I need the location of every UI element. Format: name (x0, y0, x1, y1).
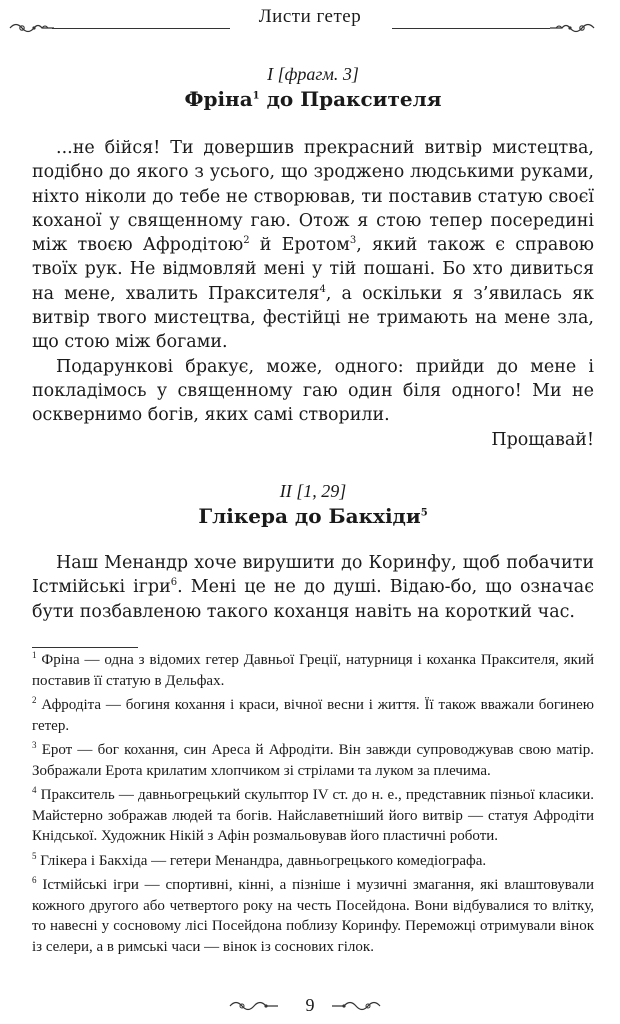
footnote-number: 5 (32, 850, 37, 861)
footnote-number: 6 (32, 875, 37, 885)
letter-1-title (32, 86, 594, 112)
letter-2-title-name: Глікера до Бакхіди (198, 504, 421, 528)
text-run: й Еротом (249, 235, 350, 256)
footnote-text: Фріна — одна з відомих гетер Давньої Греції, натурниця і коханка Праксителя, який поставив її статую в Дельфах. (32, 652, 594, 689)
running-header (0, 6, 620, 46)
header-rule-left (52, 28, 230, 29)
text-run: Наш Менандр хоче вирушити до Коринфу, щоб побачити Істмійські ігри (32, 553, 594, 598)
footnote-text: Афродіта — богиня кохання і краси, вічної весни і життя. Її також вважали богинею гетер. (32, 697, 594, 734)
header-title: Листи гетер (258, 6, 362, 27)
letter-1 (32, 62, 594, 112)
footnote-text: Істмійські ігри — спортивні, кінні, а пізніше і музичні змагання, які влаштовували кожного другого або четвертого року на честь Посейдона. Вони відбувалися то влітку, то навесні у сосновому лісі Посейдона поблизу Коринфу. Переможці отримували вінок із селери, а в римські часи — вінок із соснових гілок. (32, 877, 594, 955)
letter-1-title-name: Фріна (184, 87, 253, 111)
footnote-ref-6: 6 (170, 577, 178, 589)
page-number: 9 (305, 995, 315, 1015)
letter-2-body (32, 551, 594, 624)
footnote-4 (32, 785, 594, 847)
letter-2-title (32, 503, 594, 529)
text-run: ...не бійся! Ти довершив прекрасний витвір мистецтва, подібно до якого з усього, що зроджено людськими руками, ніхто ніколи до тебе не створював, ти поставив статую своєї коханої у священному гаю. Отож я стою тепер посередині між твоєю Афродітою (32, 138, 594, 256)
footnote-ref-2: 2 (243, 235, 250, 247)
text-run: , а оскільки я з’явилась як витвір твого мистецтва, фестійці не тримають на мене зла, що стою між богами. (32, 283, 594, 353)
footnote-3 (32, 740, 594, 781)
footnote-ref-1: 1 (252, 90, 260, 102)
footnote-text: Пракситель — давньогрецький скульптор IV ст. до н. е., представник пізньої класики. Майстерно зображав людей та богів. Найславетніший його витвір — статуя Афродіти Кнідської. Художник Нікій з Афін розмальовував його пластичні роботи. (32, 787, 594, 844)
footnote-ref-4: 4 (319, 283, 326, 295)
text-run: , який також є справою твоїх рук. Не відмовляй мені у тій пошані. Бо хто дивиться на мене, хвалить Праксителя (32, 235, 594, 304)
footnote-5 (32, 851, 594, 872)
footnote-number: 4 (32, 785, 37, 795)
letter-1-reference: I [фрагм. 3] (267, 64, 359, 84)
letter-1-farewell: Прощавай! (491, 429, 594, 450)
footnote-ref-3: 3 (349, 235, 357, 247)
footnotes (32, 650, 594, 961)
footnote-text: Глікера і Бакхіда — гетери Менандра, давньогрецького комедіографа. (36, 852, 487, 869)
footnote-1 (32, 650, 594, 691)
letter-1-title-rest: до Праксителя (259, 87, 442, 111)
letter-1-paragraph-2: Подарункові бракує, може, одного: прийди до мене і покладімось у священному гаю один біля одного! Ми не осквернимо богів, яких самі створили. (32, 356, 594, 426)
letter-2-paragraph-1 (32, 551, 594, 624)
header-rule-right (392, 28, 550, 29)
text-run: . Мені це не до душі. Відаю-бо, що означає бути позбавленою такого коханця навіть на короткий час. (32, 577, 595, 622)
letter-2-reference: II [1, 29] (279, 481, 347, 501)
footnote-number: 3 (32, 740, 37, 750)
footnote-text: Ерот — бог кохання, син Ареса й Афродіти. Він завжди супроводжував свою матір. Зображали Ерота крилатим хлопчиком зі стрілами та луком за плечима. (32, 742, 594, 779)
footnote-6 (32, 875, 594, 957)
letter-1-paragraph-1 (32, 136, 594, 355)
footnote-number: 2 (32, 695, 37, 705)
flourish-right-ornament (548, 19, 596, 37)
footnote-number: 1 (32, 650, 37, 660)
footnote-2 (32, 695, 594, 736)
letter-1-body (32, 136, 594, 452)
footnote-separator (32, 647, 138, 648)
letter-2 (32, 479, 594, 529)
flourish-footer-right-ornament (330, 996, 382, 1016)
footnote-ref-5: 5 (420, 507, 428, 519)
